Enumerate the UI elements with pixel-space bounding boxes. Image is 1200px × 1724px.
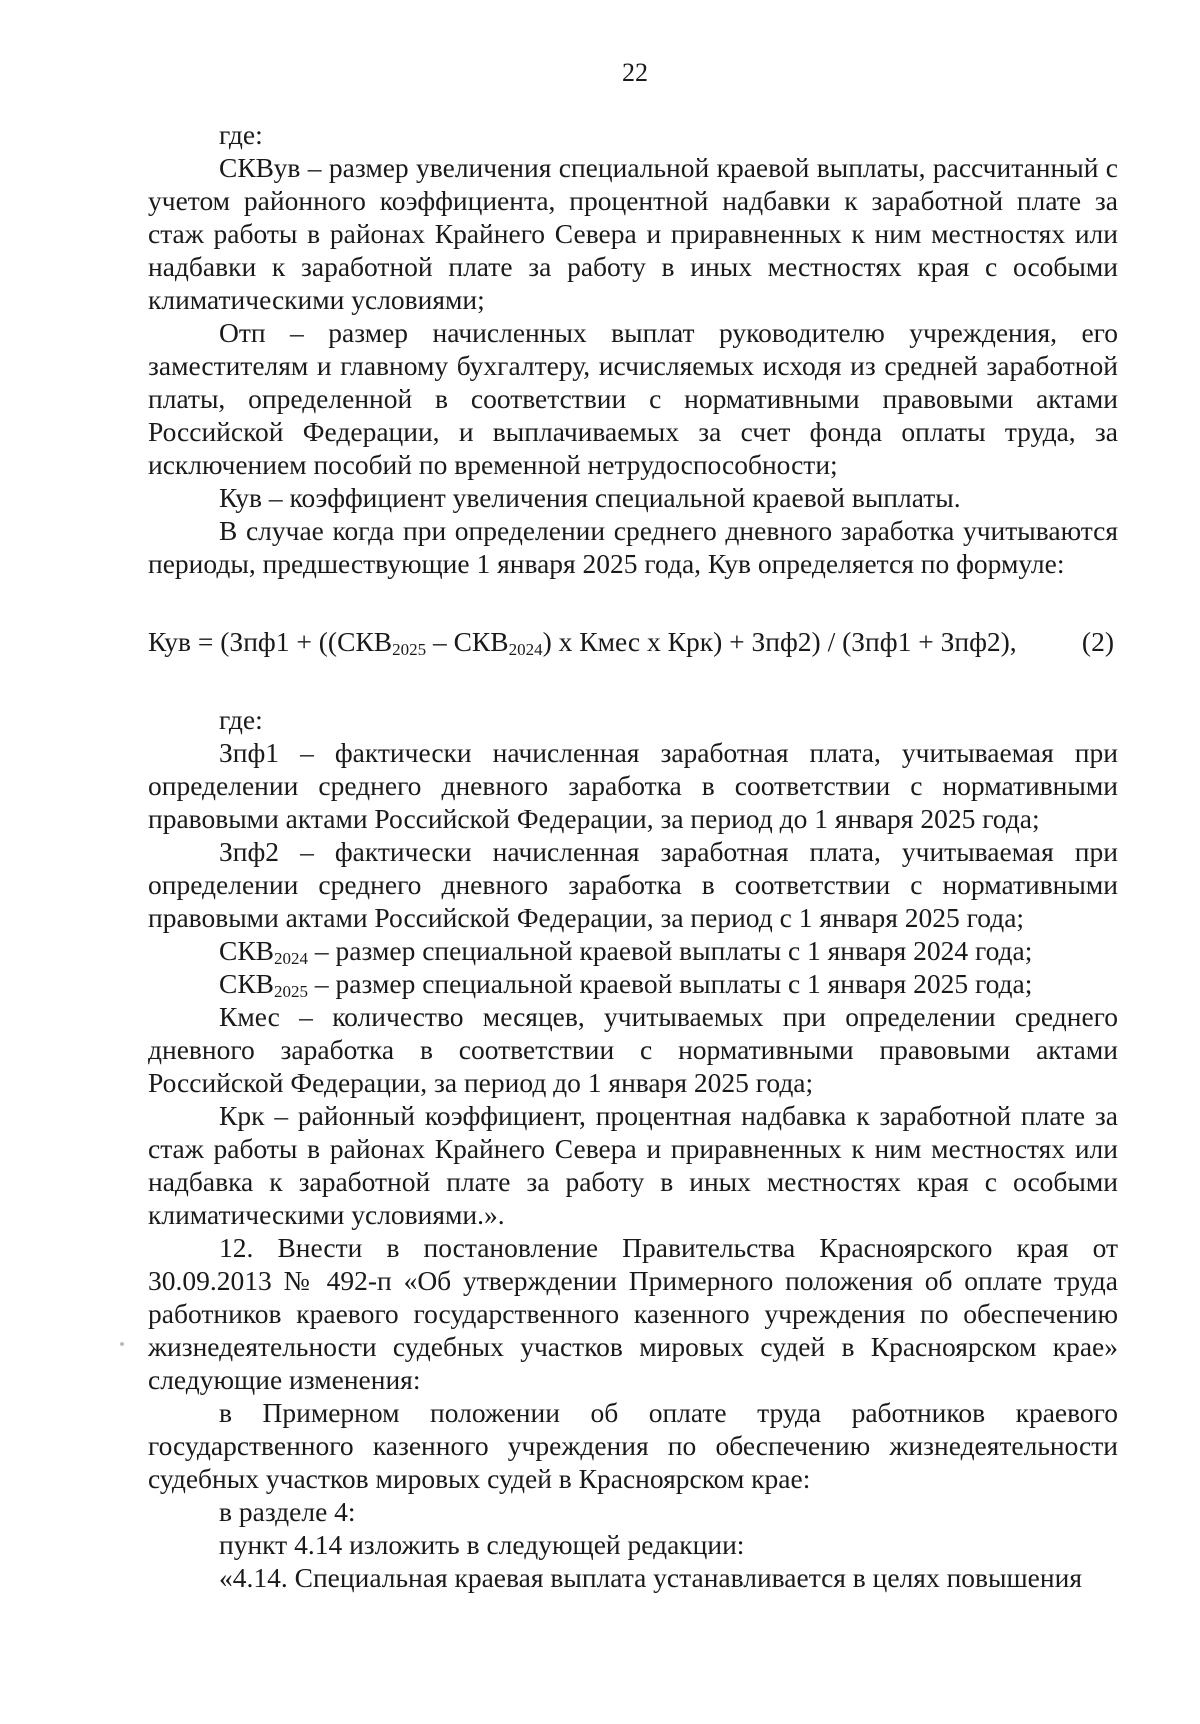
point-4-14-text: «4.14. Специальная краевая выплата устанавливается в целях повышения (219, 1562, 1082, 1593)
where-label: где: (219, 119, 263, 150)
definition-skv2025: $СКВ_{2025}$ – размер специальной краевой выплаты с 1 января 2025 года; (219, 968, 1033, 1001)
clause-12-subitem: в Примерном положении об оплате труда работников краевого государственного казенного учреждения по обеспечению жизнедеятельности судебных участков мировых судей в Красноярском крае: (148, 1397, 1118, 1494)
clause-12: 12. Внести в постановление Правительства Красноярского края от 30.09.2013 № 492-п «Об утверждении Примерного положения об оплате труда работников краевого государственного казенного учреждения по обеспечению жизнедеятельности судебных участков мировых судей в Красноярском крае» следующие изменения: (148, 1232, 1118, 1395)
formula-intro: В случае когда при определении среднего дневного заработка учитываются периоды, предшествующие 1 января 2025 года, Кув определяется по формуле: (148, 515, 1118, 579)
definition-kuv: Кув – коэффициент увеличения специальной краевой выплаты. (219, 482, 961, 513)
where-label-2: где: (219, 704, 263, 735)
scan-speck (120, 1342, 124, 1346)
definition-skv2024: $СКВ_{2024}$ – размер специальной краевой выплаты с 1 января 2024 года; (219, 935, 1033, 968)
section-4-label: в разделе 4: (219, 1496, 356, 1527)
formula-expression: Кув = ($Зпф1 + ((СКВ_{2025} - СКВ_{2024})$ х Кмес х Крк) + Зпф2) / (Зпф1 + Зпф2), (148, 626, 1017, 659)
definition-krk: Крк – районный коэффициент, процентная надбавка к заработной плате за стаж работы в районах Крайнего Севера и приравненных к ним местностях или надбавка к заработной плате за работу в иных местностях края с особыми климатическими условиями.». (148, 1100, 1118, 1230)
document-body (148, 118, 1118, 1594)
definition-otp: Отп – размер начисленных выплат руководителю учреждения, его заместителям и главному бухгалтеру, исчисляемых исходя из средней заработной платы, определенной в соответствии с нормативными правовыми актами Российской Федерации, и выплачиваемых за счет фонда оплаты труда, за исключением пособий по временной нетрудоспособности; (148, 317, 1118, 480)
page-number: 22 (622, 58, 648, 87)
definition-zpf1: Зпф1 – фактически начисленная заработная плата, учитываемая при определении среднего дневного заработка в соответствии с нормативными правовыми актами Российской Федерации, за период до 1 января 2025 года; (148, 737, 1118, 834)
definition-zpf2: Зпф2 – фактически начисленная заработная плата, учитываемая при определении среднего дневного заработка в соответствии с нормативными правовыми актами Российской Федерации, за период с 1 января 2025 года; (148, 836, 1118, 933)
point-4-14-instruction: пункт 4.14 изложить в следующей редакции: (219, 1529, 745, 1560)
formula-2 (148, 625, 1118, 658)
definition-kmes: Кмес – количество месяцев, учитываемых при определении среднего дневного заработка в соответствии с нормативными правовыми актами Российской Федерации, за период до 1 января 2025 года; (148, 1001, 1118, 1098)
formula-number: (2) (1081, 626, 1114, 657)
definition-skvuv: СКВув – размер увеличения специальной краевой выплаты, рассчитанный с учетом районного коэффициента, процентной надбавки к заработной плате за стаж работы в районах Крайнего Севера и приравненных к ним местностях или надбавки к заработной плате за работу в иных местностях края с особыми климатическими условиями; (148, 152, 1118, 315)
